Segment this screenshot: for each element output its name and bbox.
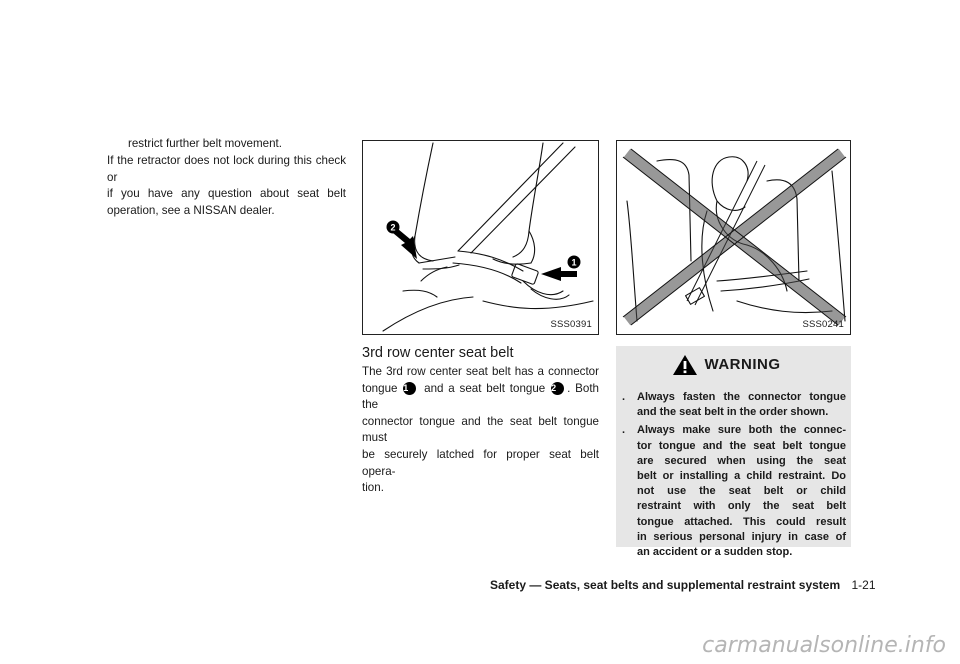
para-fragment: . Both the xyxy=(362,381,599,412)
para-line: operation, see a NISSAN dealer. xyxy=(107,203,275,217)
para-line: The 3rd row center seat belt has a connector xyxy=(362,365,599,378)
section-title: 3rd row center seat belt xyxy=(362,345,514,361)
para-fragment: and a seat belt tongue xyxy=(424,381,546,395)
retractor-paragraph xyxy=(107,153,346,219)
figure-code: SSS0241 xyxy=(802,319,844,330)
page-number: 1-21 xyxy=(851,578,876,592)
bullet: . xyxy=(622,424,626,437)
incorrect-usage-illustration xyxy=(617,141,850,334)
continued-text: restrict further belt movement. xyxy=(128,137,282,150)
warning-line: restraint with only the seat belt xyxy=(637,500,846,513)
warning-line: Always make sure both the connec- xyxy=(637,424,846,437)
figure-incorrect-usage xyxy=(616,140,851,335)
para-line: tion. xyxy=(362,481,384,495)
warning-item xyxy=(620,390,846,420)
warning-line: are secured when using the seat xyxy=(637,454,846,467)
callout-2: 2 xyxy=(551,382,564,395)
figure-code: SSS0391 xyxy=(550,319,592,330)
warning-list xyxy=(620,390,846,563)
para-line: if you have any question about seat belt xyxy=(107,187,346,201)
belt-latching-illustration xyxy=(363,141,598,334)
warning-line: in serious personal injury in case of xyxy=(637,530,846,543)
para-line: be securely latched for proper seat belt opera- xyxy=(362,447,599,478)
callout-1: 1 xyxy=(403,382,416,395)
footer-section: Safety — Seats, seat belts and supplemental restraint system xyxy=(490,578,841,592)
figure-belt-latching xyxy=(362,140,599,335)
bullet: . xyxy=(622,391,626,403)
para-line: If the retractor does not lock during this check or xyxy=(107,154,346,184)
warning-box xyxy=(616,346,851,559)
callout-1: 1 xyxy=(571,257,577,268)
warning-line: Always fasten the connector tongue xyxy=(637,391,846,403)
section-paragraph xyxy=(362,364,599,497)
callout-2: 2 xyxy=(390,222,396,233)
warning-line: not use the seat belt or child xyxy=(637,485,846,498)
para-line xyxy=(362,381,599,414)
warning-line: belt or installing a child restraint. Do xyxy=(637,470,846,483)
para-line: connector tongue and the seat belt tongue must xyxy=(362,414,599,445)
warning-title: WARNING xyxy=(704,356,781,373)
para-fragment: tongue xyxy=(362,381,398,395)
warning-line: an accident or a sudden stop. xyxy=(637,546,793,559)
watermark: carmanualsonline.info xyxy=(702,633,946,658)
warning-line: tor tongue and the seat belt tongue xyxy=(637,439,846,452)
warning-line: tongue attached. This could result xyxy=(637,515,846,528)
warning-line: and the seat belt in the order shown. xyxy=(637,406,829,419)
page-footer xyxy=(490,578,876,592)
warning-item xyxy=(620,423,846,560)
